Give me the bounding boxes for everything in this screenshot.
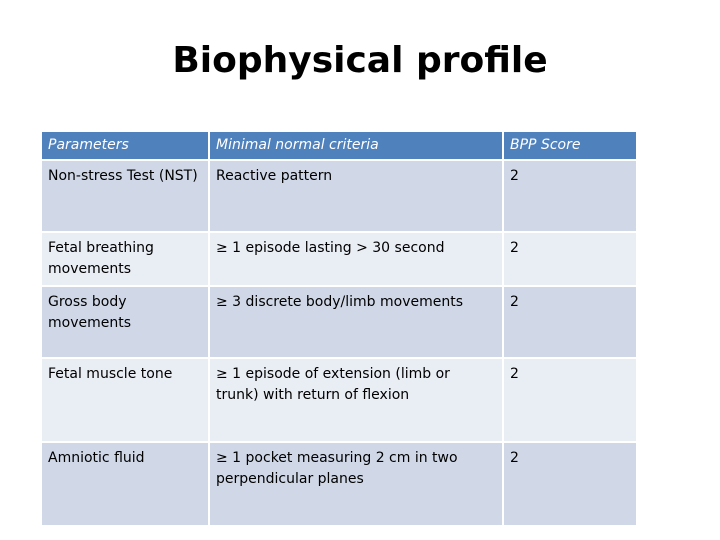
cell-parameter: Amniotic fluid: [42, 443, 210, 527]
cell-parameter: Gross body movements: [42, 287, 210, 359]
table-header-row: [42, 132, 636, 161]
cell-score: 2: [504, 161, 636, 233]
header-criteria: Minimal normal criteria: [210, 132, 504, 161]
cell-criteria: Reactive pattern: [210, 161, 504, 233]
cell-score: 2: [504, 359, 636, 443]
cell-criteria: ≥ 1 episode of extension (limb or trunk) with return of flexion: [210, 359, 504, 443]
table-row: [42, 161, 636, 233]
table-row: [42, 287, 636, 359]
cell-score: 2: [504, 233, 636, 287]
cell-criteria: ≥ 1 pocket measuring 2 cm in two perpendicular planes: [210, 443, 504, 527]
cell-criteria: ≥ 3 discrete body/limb movements: [210, 287, 504, 359]
cell-criteria: ≥ 1 episode lasting > 30 second: [210, 233, 504, 287]
header-parameters: Parameters: [42, 132, 210, 161]
table-row: [42, 359, 636, 443]
cell-score: 2: [504, 443, 636, 527]
cell-parameter: Fetal muscle tone: [42, 359, 210, 443]
cell-score: 2: [504, 287, 636, 359]
table-row: [42, 233, 636, 287]
cell-parameter: Fetal breathing movements: [42, 233, 210, 287]
table-row: [42, 443, 636, 527]
header-score: BPP Score: [504, 132, 636, 161]
cell-parameter: Non-stress Test (NST): [42, 161, 210, 233]
slide-title: Biophysical profile: [172, 40, 548, 81]
bpp-table: [42, 132, 636, 527]
